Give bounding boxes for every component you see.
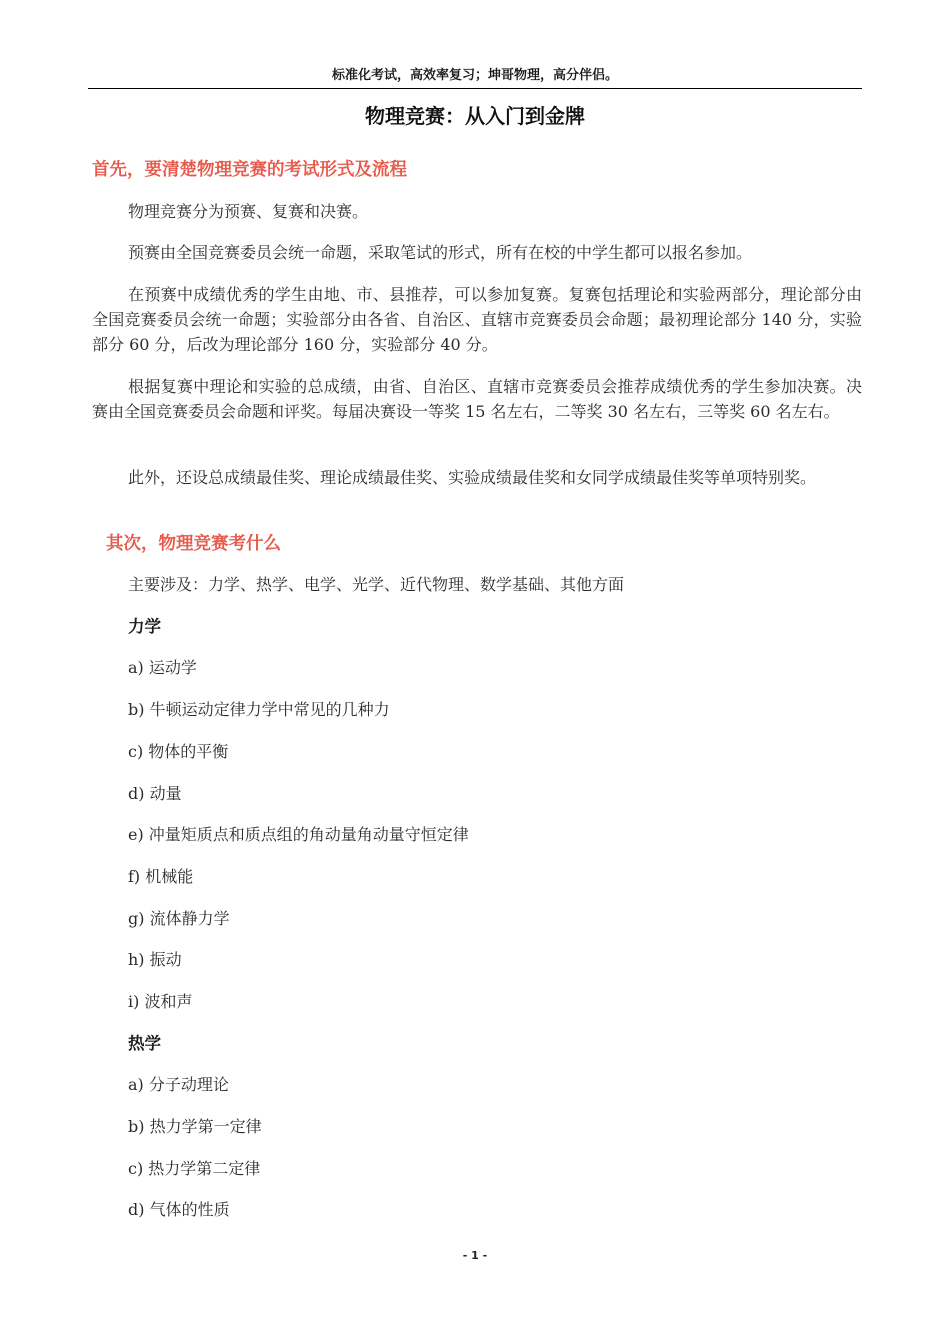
paragraph: 此外，还设总成绩最佳奖、理论成绩最佳奖、实验成绩最佳奖和女同学成绩最佳奖等单项特别奖。 [128, 468, 817, 487]
list-item: a) 分子动理论 [128, 1075, 229, 1094]
topic-heading-mechanics: 力学 [128, 617, 161, 636]
header-divider [88, 88, 862, 89]
list-item: f) 机械能 [128, 867, 194, 886]
topic-heading-thermodynamics: 热学 [128, 1034, 161, 1053]
list-item: c) 热力学第二定律 [128, 1159, 261, 1178]
list-item: h) 振动 [128, 950, 182, 969]
list-item: d) 动量 [128, 784, 182, 803]
list-item: g) 流体静力学 [128, 909, 230, 928]
list-item: e) 冲量矩质点和质点组的角动量角动量守恒定律 [128, 825, 469, 844]
list-item: c) 物体的平衡 [128, 742, 229, 761]
list-item: b) 热力学第一定律 [128, 1117, 262, 1136]
topics-intro: 主要涉及：力学、热学、电学、光学、近代物理、数学基础、其他方面 [128, 575, 625, 594]
section-heading-content: 其次，物理竞赛考什么 [106, 534, 281, 554]
list-item: b) 牛顿运动定律力学中常见的几种力 [128, 700, 390, 719]
list-item: a) 运动学 [128, 658, 197, 677]
list-item: d) 气体的性质 [128, 1200, 230, 1219]
paragraph: 在预赛中成绩优秀的学生由地、市、县推荐，可以参加复赛。复赛包括理论和实验两部分，理论部分由全国竞赛委员会统一命题；实验部分由各省、自治区、直辖市竞赛委员会命题；最初理论部分 140 分，实验部分 60 分，后改为理论部分 160 分，实验部分 40 分。 [92, 285, 862, 354]
paragraph: 物理竞赛分为预赛、复赛和决赛。 [128, 202, 369, 221]
page-header-tagline: 标准化考试，高效率复习；坤哥物理，高分伴侣。 [331, 68, 618, 83]
section-heading-format: 首先，要清楚物理竞赛的考试形式及流程 [92, 160, 407, 180]
paragraph: 预赛由全国竞赛委员会统一命题，采取笔试的形式，所有在校的中学生都可以报名参加。 [128, 243, 753, 262]
paragraph: 根据复赛中理论和实验的总成绩，由省、自治区、直辖市竞赛委员会推荐成绩优秀的学生参加决赛。决赛由全国竞赛委员会命题和评奖。每届决赛设一等奖 15 名左右，二等奖 30 名左右，三等奖 60 名左右。 [92, 377, 862, 421]
document-title: 物理竞赛：从入门到金牌 [365, 104, 585, 128]
page-number: - 1 - [462, 1249, 488, 1262]
list-item: i) 波和声 [128, 992, 193, 1011]
